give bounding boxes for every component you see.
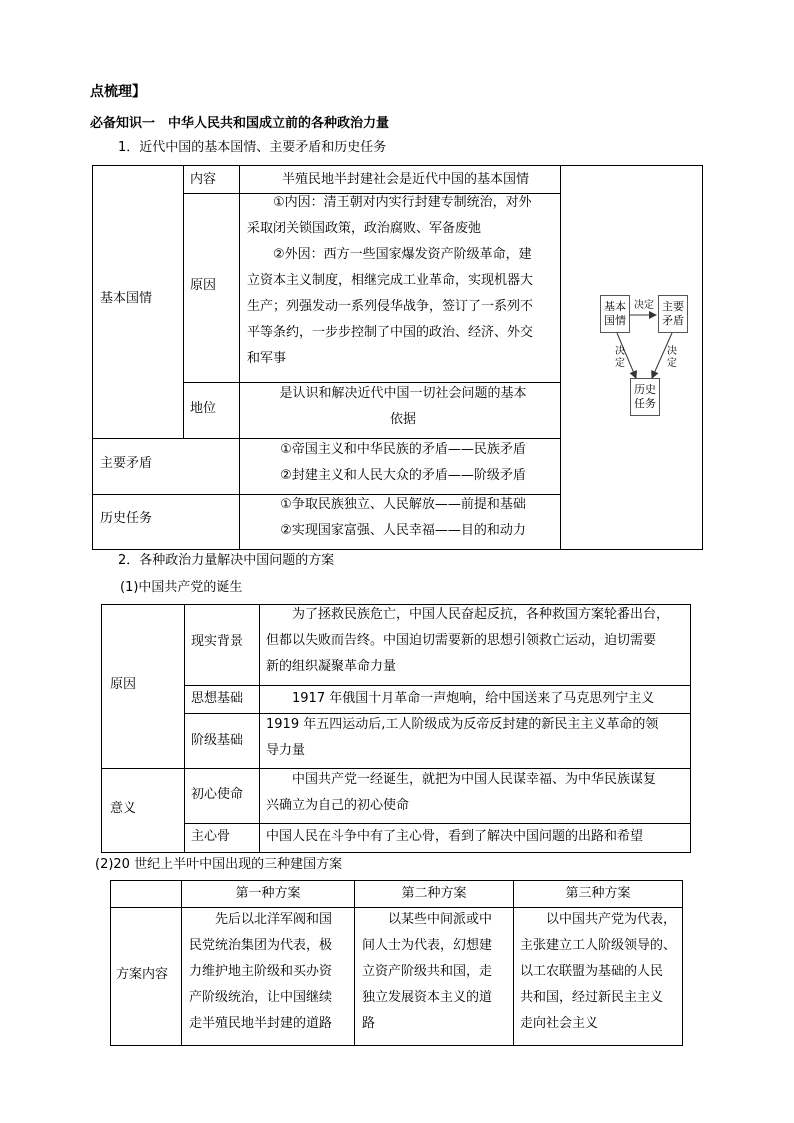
edge-label-bc: 决 定 — [667, 346, 677, 369]
status-label: 地位 — [190, 401, 217, 416]
diagram-arrows — [560, 165, 702, 549]
cause-text: ①内因：清王朝对内实行封建专制统治，对外 采取闭关锁国政策，政治腐败、军备废弛 ②外因：西方一些国家爆发资产阶级革命，建 立资本主义制度，相继完成工业革命，实现机器大 生产；列强发动一系列侵华战争，签订了一系列不 平等条约，一步步控制了中国的政治、经济、外交 和军事 — [247, 195, 534, 366]
ideological-basis-label: 思想基础 — [191, 691, 244, 706]
ideological-basis-text: 1917 年俄国十月革命一声炮响，给中国送来了马克思列宁主义 — [292, 691, 655, 706]
plan-1-content: 先后以北洋军阀和国 民党统治集团为代表，极 力维护地主阶级和买办资 产阶级统治，让中国继续 走半殖民地半封建的道路 — [189, 912, 333, 1031]
main-conflict-label: 主要矛盾 — [100, 456, 153, 471]
plan-2-content: 以某些中间派或中 间人士为代表，幻想建 立资产阶级共和国，走 独立发展资本主义的道 路 — [362, 912, 493, 1031]
cause-label: 原因 — [190, 278, 217, 293]
plan-content-label: 方案内容 — [116, 967, 169, 982]
historical-task-label: 历史任务 — [100, 511, 153, 526]
cause-label-2: 原因 — [110, 677, 137, 692]
basic-conditions-label: 基本国情 — [100, 291, 153, 306]
mission-label: 初心使命 — [191, 787, 244, 802]
background-text: 为了拯救民族危亡，中国人民奋起反抗，各种救国方案轮番出台， 但都以失败而告终。中国迫切需要新的思想引领救亡运动，迫切需要 新的组织凝聚革命力量 — [266, 607, 670, 674]
item-1-heading: 1．近代中国的基本国情、主要矛盾和历史任务 — [118, 140, 387, 155]
backbone-label: 主心骨 — [191, 829, 231, 844]
edge-label-ac: 决 定 — [615, 346, 625, 369]
plan-3-content: 以中国共产党为代表， 主张建立工人阶级领导的、 以工农联盟为基础的人民 共和国，经过新民主主义 走向社会主义 — [520, 912, 677, 1031]
item-2-heading: 2．各种政治力量解决中国问题的方案 — [118, 553, 335, 568]
node-historical-task: 历史 任务 — [630, 378, 660, 416]
background-label: 现实背景 — [191, 634, 244, 649]
node-main-conflict: 主要 矛盾 — [658, 295, 688, 333]
item-2-1-heading: (1)中国共产党的诞生 — [120, 580, 243, 595]
item-2-2-heading: (2)20 世纪上半叶中国出现的三种建国方案 — [95, 857, 343, 872]
content-label: 内容 — [190, 172, 217, 187]
backbone-text: 中国人民在斗争中有了主心骨，看到了解决中国问题的出路和希望 — [266, 829, 644, 844]
class-basis-text: 1919 年五四运动后,工人阶级成为反帝反封建的新民主主义革命的领 导力量 — [266, 717, 659, 758]
historical-task-text: ①争取民族独立、人民解放——前提和基础 ②实现国家富强、人民幸福——目的和动力 — [280, 497, 526, 538]
class-basis-label: 阶级基础 — [191, 733, 244, 748]
section-heading: 必备知识一 中华人民共和国成立前的各种政治力量 — [90, 116, 390, 131]
main-conflict-text: ①帝国主义和中华民族的矛盾——民族矛盾 ②封建主义和人民大众的矛盾——阶级矛盾 — [280, 442, 526, 483]
heading-title: 点梳理】 — [90, 84, 146, 100]
plan-2-header: 第二种方案 — [401, 886, 467, 901]
status-text: 是认识和解决近代中国一切社会问题的基本 依据 — [279, 386, 527, 427]
mission-text: 中国共产党一经诞生，就把为中国人民谋幸福、为中华民族谋复 兴确立为自己的初心使命 — [266, 772, 657, 813]
meaning-label: 意义 — [110, 801, 137, 816]
plan-1-header: 第一种方案 — [235, 886, 301, 901]
edge-label-ab: 决定 — [634, 300, 654, 311]
plan-3-header: 第三种方案 — [565, 886, 631, 901]
node-basic-conditions: 基本 国情 — [600, 295, 630, 333]
content-text: 半殖民地半封建社会是近代中国的基本国情 — [282, 172, 530, 187]
